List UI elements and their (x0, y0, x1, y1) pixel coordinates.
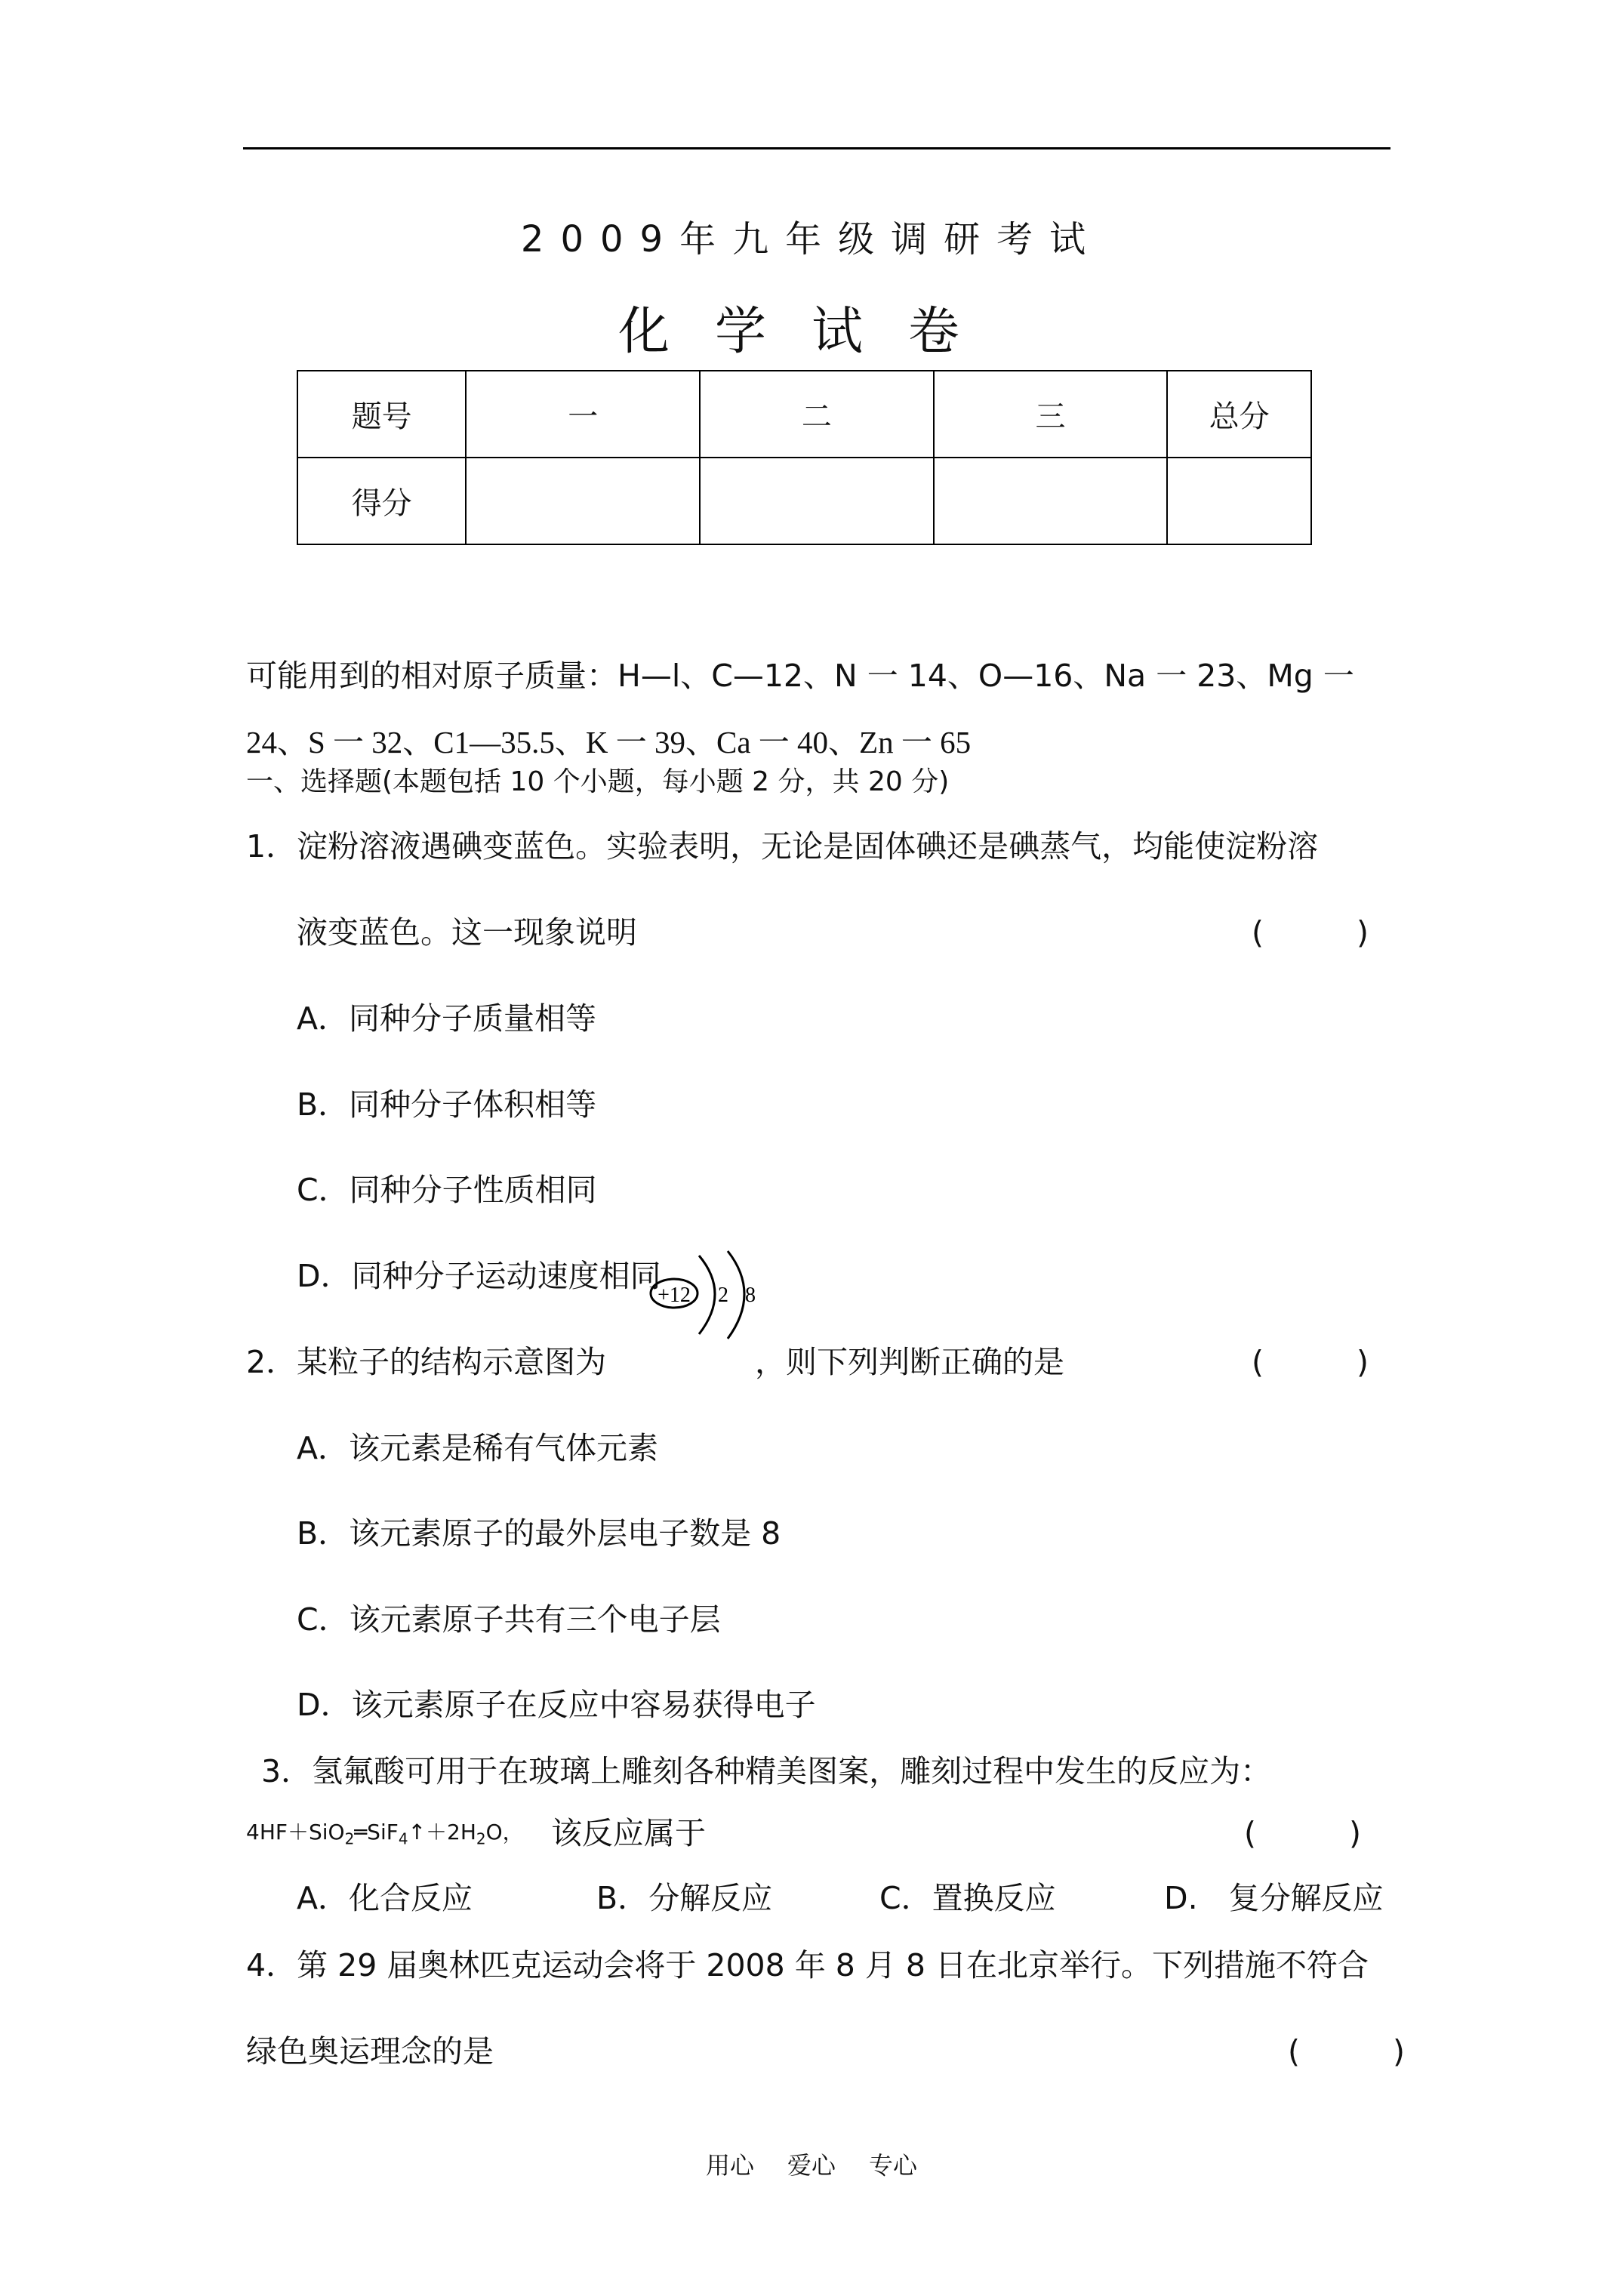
q3-stem-line1: 3．氢氟酸可用于在玻璃上雕刻各种精美图案，雕刻过程中发生的反应为： (261, 1753, 1272, 1789)
score-table (297, 370, 1312, 545)
q2-option-b: B．该元素原子的最外层电子数是 8 (297, 1515, 781, 1552)
footer-text: 专心 (869, 2151, 918, 2180)
page-footer (0, 2147, 1623, 2181)
q3-answer-blank[interactable]: ( ) (1244, 1815, 1361, 1851)
q2-option-a: A．该元素是稀有气体元素 (297, 1430, 659, 1466)
q1-stem-line1: 1．淀粉溶液遇碘变蓝色。实验表明，无论是固体碘还是碘蒸气，均能使淀粉溶 (246, 828, 1319, 864)
q1-answer-blank[interactable]: ( ) (1252, 914, 1369, 951)
q1-stem-line2: 液变蓝色。这一现象说明 (297, 914, 637, 951)
electron-shell-1 (699, 1256, 715, 1334)
score-cell-blank[interactable] (700, 458, 934, 544)
atomic-structure-diagram (646, 1250, 775, 1348)
score-cell-blank[interactable] (466, 458, 700, 544)
q3-option-c: C．置换反应 (879, 1880, 1056, 1916)
score-cell-part2: 二 (700, 371, 934, 458)
score-cell-part1: 一 (466, 371, 700, 458)
shell2-electrons: 8 (745, 1284, 756, 1307)
atomic-mass-line1: 可能用到的相对原子质量：H—l、C—12、N 一 14、O—16、Na 一 23、Mg 一 (246, 658, 1354, 694)
q3-reaction-formula: $4HF+SiO_2═SiF_4↑+2H_2O$， (246, 1820, 524, 1848)
q4-stem-line2: 绿色奥运理念的是 (246, 2033, 494, 2069)
shell1-electrons: 2 (718, 1284, 728, 1307)
footer-text: 爱心 (787, 2151, 836, 2180)
q3-option-a: A．化合反应 (297, 1880, 473, 1916)
exam-title: 2009年九年级调研考试 (520, 218, 1103, 260)
score-cell-label: 题号 (297, 371, 466, 458)
q1-option-b: B．同种分子体积相等 (297, 1086, 597, 1123)
q1-option-d: D．同种分子运动速度相同 (297, 1258, 661, 1294)
q3-option-d: D. 复分解反应 (1164, 1880, 1384, 1916)
score-cell-total: 总分 (1167, 371, 1311, 458)
electron-shell-2 (728, 1251, 744, 1339)
q1-option-c: C．同种分子性质相同 (297, 1172, 597, 1208)
q1-option-a: A．同种分子质量相等 (297, 1000, 597, 1037)
score-cell-blank[interactable] (1167, 458, 1311, 544)
q2-option-d: D．该元素原子在反应中容易获得电子 (297, 1687, 816, 1723)
section-heading: 一、选择题(本题包括 10 个小题，每小题 2 分，共 20 分) (246, 766, 950, 797)
footer-text: 用心 (705, 2151, 754, 2180)
paper-subtitle: 化学试卷 (617, 302, 1005, 362)
q2-stem-part1: 2．某粒子的结构示意图为 (246, 1344, 607, 1380)
q3-option-b: B．分解反应 (596, 1880, 773, 1916)
q2-option-c: C．该元素原子共有三个电子层 (297, 1601, 721, 1638)
atomic-mass-line2: 24、S 一 32、C1—35.5、K 一 39、Ca 一 40、Zn 一 65 (246, 725, 972, 760)
score-cell-score-label: 得分 (297, 458, 466, 544)
score-cell-blank[interactable] (934, 458, 1168, 544)
header-rule (243, 147, 1390, 149)
q3-stem-line2: 该反应属于 (551, 1815, 706, 1851)
q2-stem-part2: ，则下列判断正确的是 (755, 1344, 1064, 1380)
score-table-header-row (297, 371, 1311, 458)
nucleus-charge: +12 (658, 1284, 691, 1307)
q4-stem-line1: 4．第 29 届奥林匹克运动会将于 2008 年 8 月 8 日在北京举行。下列措施不符合 (246, 1947, 1369, 1983)
q4-answer-blank[interactable]: ( ) (1288, 2033, 1405, 2069)
q2-answer-blank[interactable]: ( ) (1252, 1344, 1369, 1380)
score-cell-part3: 三 (934, 371, 1168, 458)
score-table-score-row (297, 458, 1311, 544)
